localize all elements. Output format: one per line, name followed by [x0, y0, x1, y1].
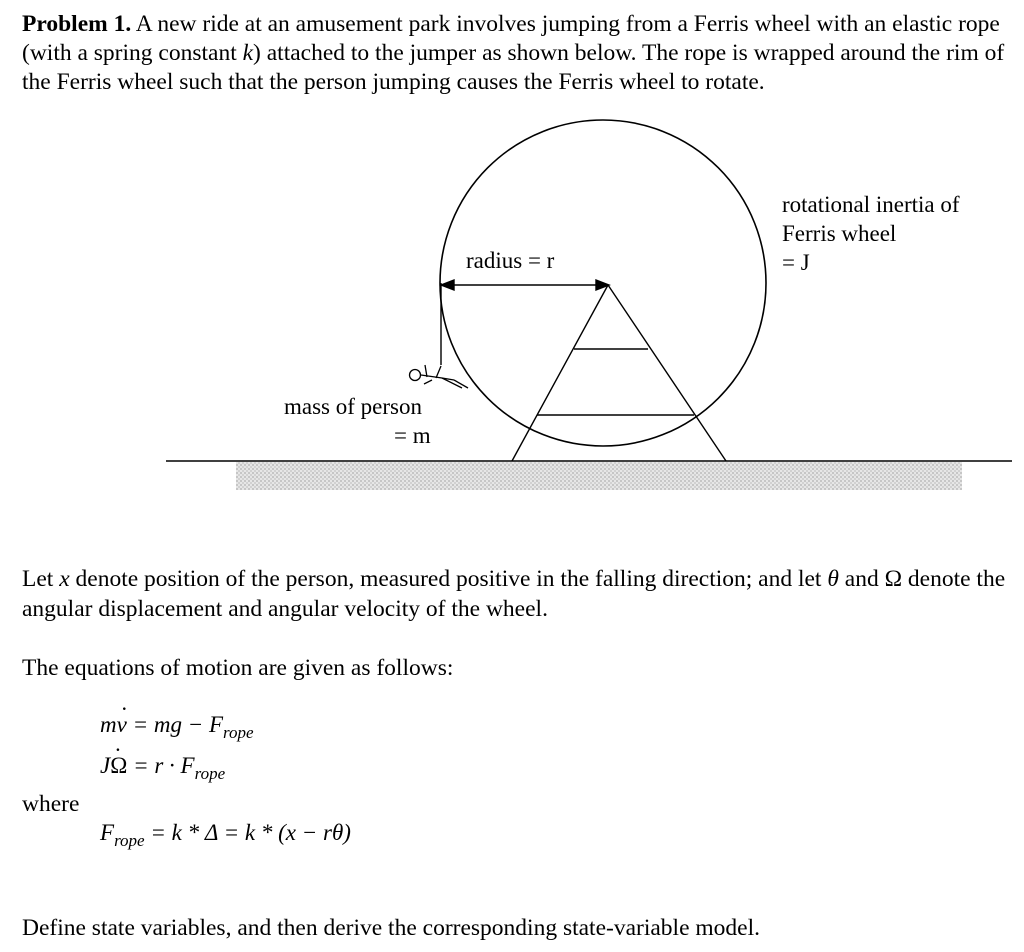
statement-part-a: A new ride at an amusement park involves jumping from a Ferris wheel with an elastic rope (with a spring constant	[22, 11, 1000, 66]
radius-arrow	[441, 280, 609, 290]
para1-d: denote the angular displacement and angular velocity of the wheel.	[22, 566, 1006, 622]
eq1-sub: rope	[223, 723, 254, 742]
eq2-rhs: = r · F	[127, 753, 195, 778]
eq3-sub: rope	[114, 831, 145, 850]
ground-hatch	[236, 462, 962, 490]
inertia-label-line1: rotational inertia of	[782, 192, 960, 217]
omega-symbol: Ω	[884, 566, 903, 592]
eq3-f: F	[100, 820, 115, 845]
para1-b: denote position of the person, measured positive in the falling direction; and let	[69, 566, 828, 592]
paragraph-equations-intro: The equations of motion are given as follows:	[22, 655, 454, 681]
eq1-lhs-vdot: v ·	[117, 712, 127, 738]
equation-2	[100, 753, 225, 784]
problem-heading: Problem 1.	[22, 11, 132, 37]
position-symbol: x	[59, 566, 70, 592]
theta-symbol: θ	[827, 566, 839, 592]
eq2-sub: rope	[194, 764, 226, 783]
statement-part-b: ) attached to the jumper as shown below. The rope is wrapped around the rim of the Ferris wheel such that the person jumping causes the Ferris wheel to rotate.	[22, 40, 1005, 95]
eq2-lhs-j: J	[100, 753, 111, 778]
eq1-rhs: = mg − F	[126, 712, 224, 737]
para1-c: and	[838, 566, 885, 592]
eq1-lhs-m: m	[100, 712, 117, 737]
radius-label: radius = r	[466, 248, 555, 273]
eq2-lhs-omegadot: Ω ·	[110, 753, 127, 779]
paragraph-definitions	[22, 564, 1012, 624]
eq3-rhs: = k * Δ = k * (x − rθ)	[144, 820, 351, 845]
inertia-label-line3: = J	[782, 250, 810, 275]
inertia-label-line2: Ferris wheel	[782, 221, 897, 246]
equation-3	[100, 820, 351, 851]
equation-1	[100, 712, 254, 743]
mass-label-line1: mass of person	[284, 394, 422, 419]
spring-constant-symbol: k	[242, 40, 254, 66]
question-text: Define state variables, and then derive the corresponding state-variable model.	[22, 915, 761, 941]
where-label: where	[22, 791, 80, 817]
mass-label-line2: = m	[394, 423, 431, 448]
jumper-figure	[410, 365, 469, 388]
para1-a: Let	[22, 566, 60, 592]
